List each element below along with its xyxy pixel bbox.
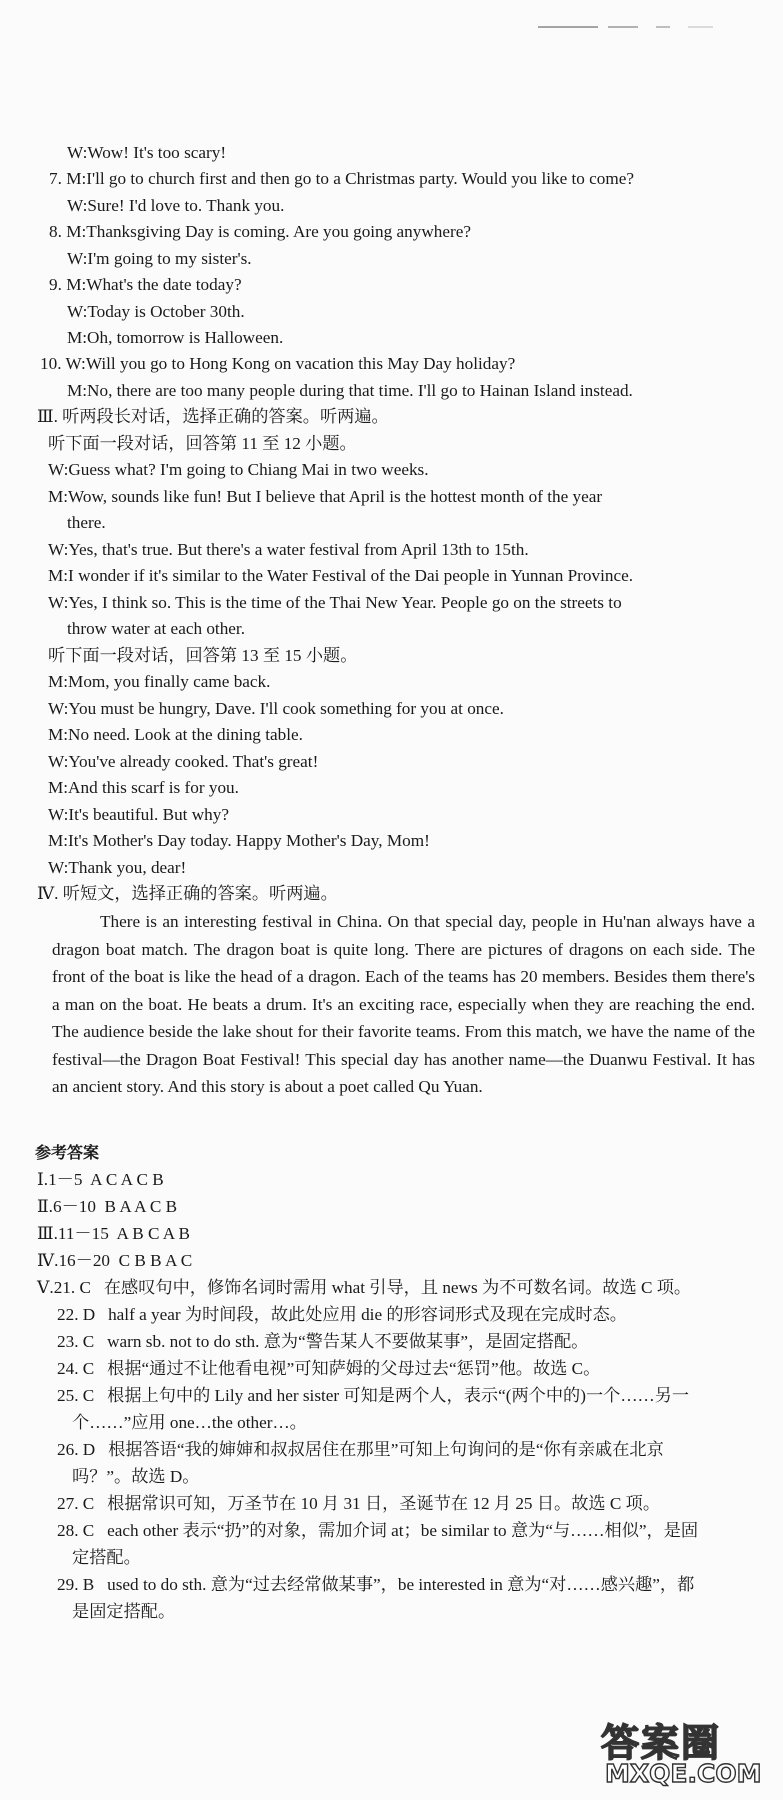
header-rule-fragments: [538, 20, 748, 34]
dialogue-line: 7. M:I'll go to church first and then go to a Christmas party. Would you like to come?: [49, 169, 635, 188]
watermark-logo-text: 答案圈: [601, 1721, 722, 1765]
explanation-line: 27. C 根据常识可知，万圣节在 10 月 31 日，圣诞节在 12 月 25 日。故选 C 项。: [57, 1494, 661, 1513]
explanation-line: 29. B used to do sth. 意为“过去经常做某事”，be interested in 意为“对……感兴趣”，都: [57, 1575, 695, 1594]
dialogue-line: M:I wonder if it's similar to the Water Festival of the Dai people in Yunnan Province.: [48, 566, 634, 585]
answer-row: Ⅰ.1－5 A C A C B: [37, 1170, 164, 1189]
dialogue-line: W:Guess what? I'm going to Chiang Mai in two weeks.: [48, 460, 429, 479]
dialogue-line: M:No need. Look at the dining table.: [48, 725, 303, 744]
answer-row: Ⅱ.6－10 B A A C B: [37, 1197, 178, 1216]
explanation-line: 24. C 根据“通过不让他看电视”可知萨姆的父母过去“惩罚”他。故选 C。: [57, 1359, 601, 1378]
dialogue-line: 10. W:Will you go to Hong Kong on vacation this May Day holiday?: [40, 354, 516, 373]
dialogue-line: M:No, there are too many people during that time. I'll go to Hainan Island instead.: [67, 381, 633, 400]
explanation-line: 28. C each other 表示“扔”的对象，需加介词 at；be similar to 意为“与……相似”，是固: [57, 1521, 699, 1540]
dialogue-line: there.: [67, 513, 106, 532]
explanation-line: Ⅴ.21. C 在感叹句中，修饰名词时需用 what 引导，且 news 为不可数名词。故选 C 项。: [37, 1278, 692, 1297]
instruction-line: 听下面一段对话，回答第 11 至 12 小题。: [48, 434, 357, 453]
dialogue-line: W:I'm going to my sister's.: [67, 249, 252, 268]
dialogue-line: W:Today is October 30th.: [67, 302, 245, 321]
dialogue-line: 9. M:What's the date today?: [49, 275, 242, 294]
dialogue-line: W:You've already cooked. That's great!: [48, 752, 319, 771]
answer-row: Ⅳ.16－20 C B B A C: [37, 1251, 193, 1270]
section-heading: Ⅲ. 听两段长对话，选择正确的答案。听两遍。: [37, 407, 389, 426]
dialogue-line: W:You must be hungry, Dave. I'll cook something for you at once.: [48, 699, 504, 718]
dialogue-line: M:Wow, sounds like fun! But I believe that April is the hottest month of the year: [48, 487, 603, 506]
explanation-line: 个……”应用 one…the other…。: [72, 1413, 307, 1432]
dialogue-line: W:Wow! It's too scary!: [67, 143, 227, 162]
dialogue-line: W:Sure! I'd love to. Thank you.: [67, 196, 285, 215]
dialogue-line: M:It's Mother's Day today. Happy Mother's Day, Mom!: [48, 831, 430, 850]
dialogue-line: W:It's beautiful. But why?: [48, 805, 229, 824]
explanation-line: 吗？”。故选 D。: [72, 1467, 200, 1486]
explanation-line: 23. C warn sb. not to do sth. 意为“警告某人不要做某事”，是固定搭配。: [57, 1332, 589, 1351]
explanation-line: 定搭配。: [72, 1548, 141, 1567]
explanation-line: 26. D 根据答语“我的婶婶和叔叔居住在那里”可知上句询问的是“你有亲戚在北京: [57, 1440, 664, 1459]
listening-passage: There is an interesting festival in China. On that special day, people in Hu'nan always have a dragon boat match. The dragon boat is quite long. There are pictures of dragons on each side. The front of the boat is like the head of a dragon. Each of the teams has 20 members. Besides them there's a man on the boat. He beats a drum. It's an exciting race, especially when they are reaching the end. The audience beside the lake shout for their favorite teams. From this match, we have the name of the festival—the Dragon Boat Festival! This special day has another name—the Duanwu Festival. It has an ancient story. And this story is about a poet called Qu Yuan.: [52, 912, 755, 1096]
dialogue-line: W:Yes, I think so. This is the time of the Thai New Year. People go on the streets to: [48, 593, 622, 612]
answers-heading: 参考答案: [35, 1143, 100, 1162]
explanation-line: 是固定搭配。: [72, 1602, 176, 1621]
explanation-line: 25. C 根据上句中的 Lily and her sister 可知是两个人，表示“(两个中的)一个……另一: [57, 1386, 690, 1405]
site-watermark: [601, 1712, 771, 1788]
dialogue-line: M:Mom, you finally came back.: [48, 672, 271, 691]
explanation-line: 22. D half a year 为时间段，故此处应用 die 的形容词形式及现在完成时态。: [57, 1305, 627, 1324]
dialogue-line: 8. M:Thanksgiving Day is coming. Are you going anywhere?: [49, 222, 471, 241]
watermark-domain: MXQE.COM: [605, 1759, 762, 1788]
dialogue-line: M:Oh, tomorrow is Halloween.: [67, 328, 284, 347]
dialogue-line: W:Yes, that's true. But there's a water festival from April 13th to 15th.: [48, 540, 529, 559]
section-heading: Ⅳ. 听短文，选择正确的答案。听两遍。: [37, 884, 338, 903]
dialogue-line: throw water at each other.: [67, 619, 246, 638]
dialogue-line: W:Thank you, dear!: [48, 858, 187, 877]
instruction-line: 听下面一段对话，回答第 13 至 15 小题。: [48, 646, 358, 665]
answer-row: Ⅲ.11－15 A B C A B: [37, 1224, 190, 1243]
dialogue-line: M:And this scarf is for you.: [48, 778, 239, 797]
